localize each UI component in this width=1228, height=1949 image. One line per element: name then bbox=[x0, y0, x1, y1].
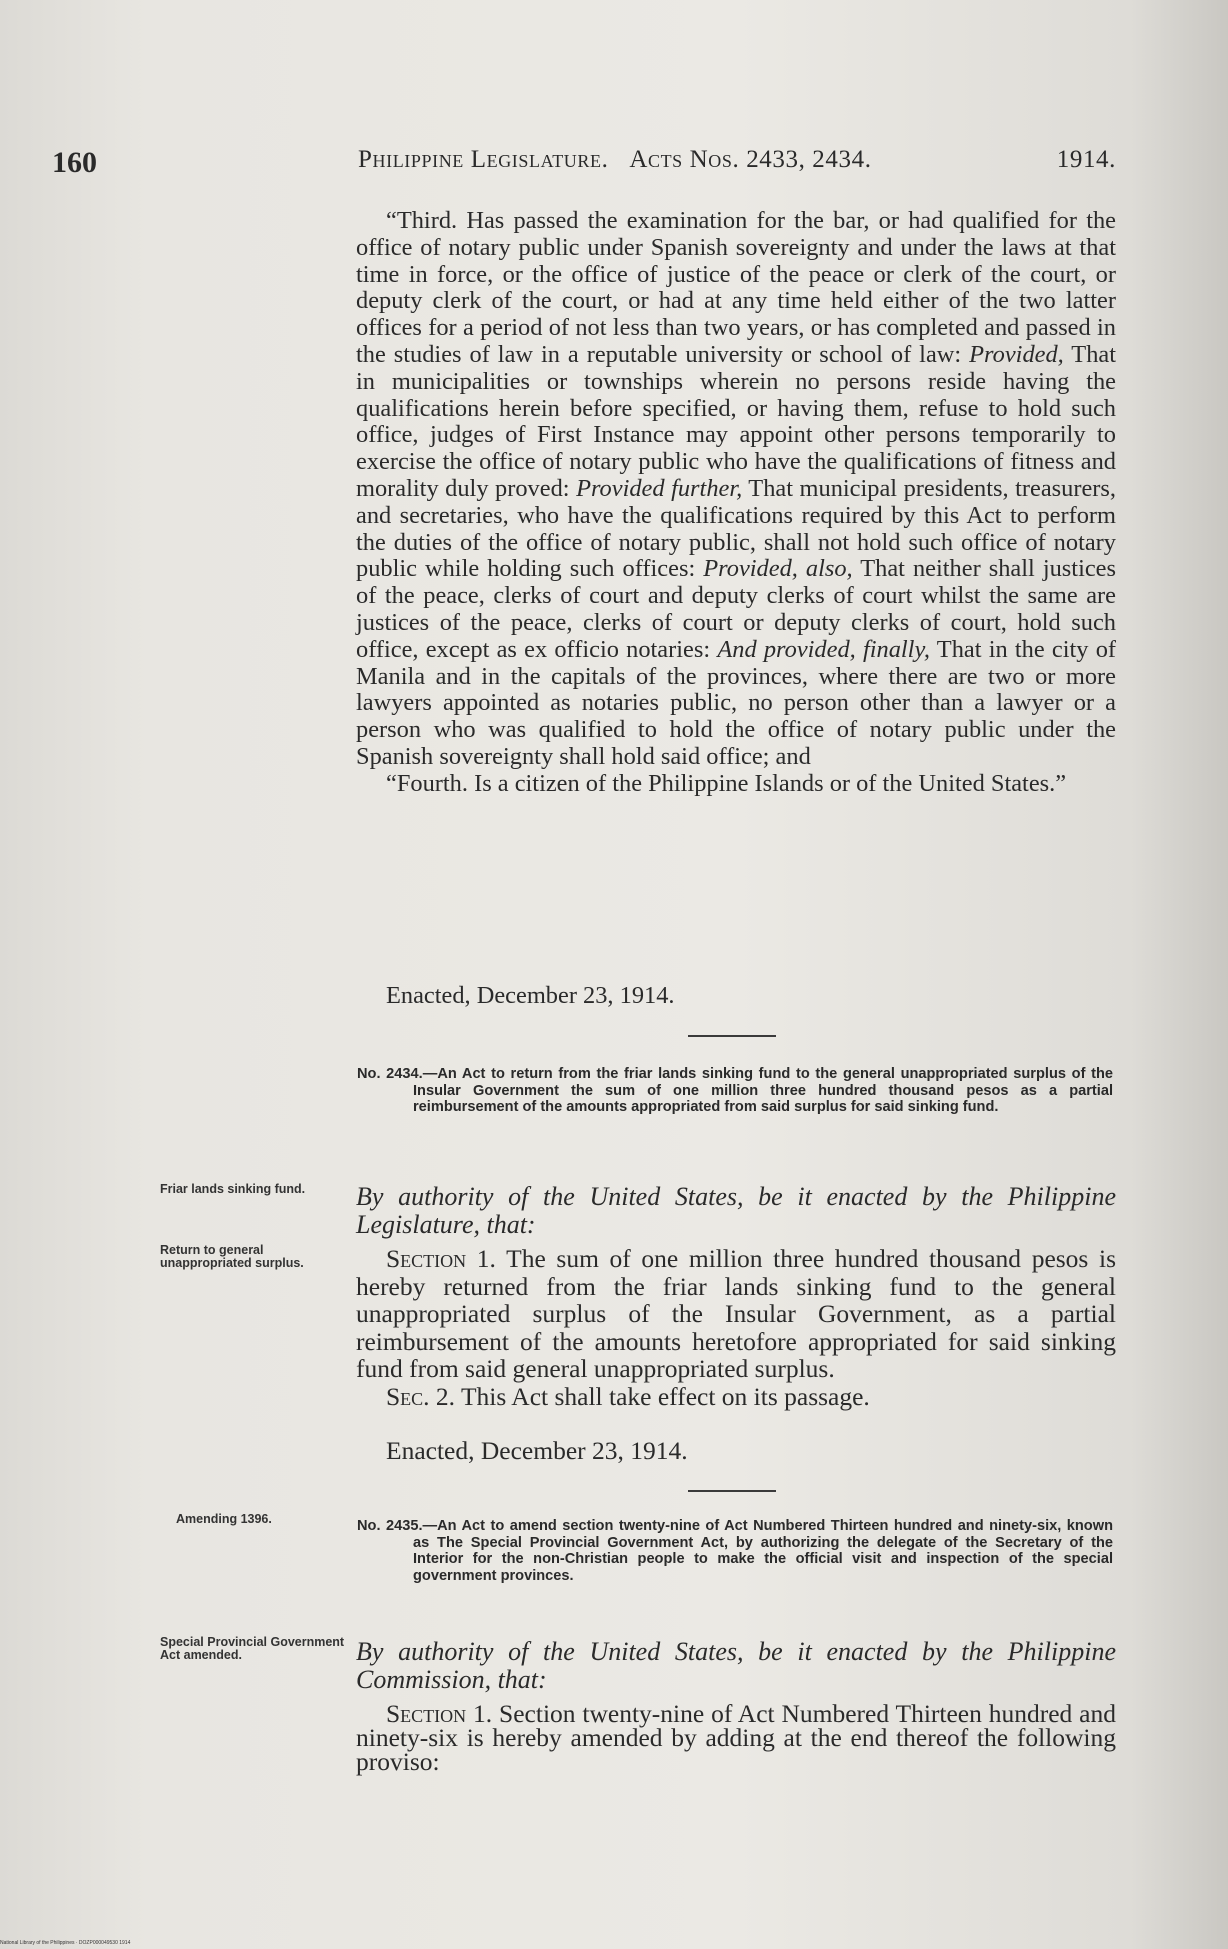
act-2435-authority: By authority of the United States, be it enacted by the Philippine Commission, that: bbox=[356, 1637, 1116, 1694]
act-2434-number: No. 2434. bbox=[357, 1066, 423, 1082]
act-2434-title: —An Act to return from the friar lands sinking fund to the general unappropriated surplus of the Insular Government the sum of one million three hundred thousand pesos as a partial reimbursement of the amounts appropriated from said surplus for said sinking fund. bbox=[413, 1066, 1113, 1115]
fourth-paragraph: “Fourth. Is a citizen of the Philippine Islands or of the United States.” bbox=[386, 769, 1067, 797]
digitization-footer: National Library of the Philippines · DOZP000049530 1914 bbox=[0, 1940, 131, 1946]
section-divider-2 bbox=[688, 1490, 776, 1492]
act-2434-authority: By authority of the United States, be it enacted by the Philippine Legislature, that: bbox=[356, 1182, 1116, 1239]
act-2435-title: —An Act to amend section twenty-nine of Act Numbered Thirteen hundred and ninety-six, known as The Special Provincial Government Act, by authorizing the delegate of the Secretary of the Interior for the non-Christian people to make the official visit and inspection of the special government provinces. bbox=[413, 1518, 1113, 1584]
third-paragraph: “Third. Has passed the examination for the bar, or had qualified for the office of notary public under Spanish sovereignty and under the laws at that time in force, or the office of justice of the peace or clerk of the court, or deputy clerk of the court, or had at any time held either of the two latter offices for a period of not less than two years, or has completed and passed in the studies of law in a reputable university or school of law: Provided, That in municipalities or townships wherein no persons reside having the qualifications herein before specified, or having them, refuse to hold such office, judges of First Instance may appoint other persons temporarily to exercise the office of notary public who have the qualifications of fitness and morality duly proved: Provided further, That municipal presidents, treasurers, and secretaries, who have the qualifications required by this Act to perform the duties of the office of notary public, shall not hold such office of notary public while holding such offices: Provided, also, That neither shall justices of the peace, clerks of court and deputy clerks of court whilst the same are justices of the peace, clerks of court or deputy clerks of court, hold such office, except as ex officio notaries: And provided, finally, That in the city of Manila and in the capitals of the provinces, where there are two or more lawyers appointed as notaries public, no person other than a lawyer or a person who was qualified to hold the office of notary public under the Spanish sovereignty shall hold said office; and “Fourth. Is a citizen of the Philippine Islands or of the United States.” bbox=[356, 207, 1117, 797]
enacted-line-1: Enacted, December 23, 1914. bbox=[386, 982, 675, 1009]
running-head bbox=[358, 146, 1116, 174]
provided-further-italic: Provided further, bbox=[576, 474, 743, 502]
enacted-line-2: Enacted, December 23, 1914. bbox=[386, 1436, 688, 1465]
running-head-legislature: Philippine Legislature. bbox=[358, 146, 609, 173]
margin-note-amending: Amending 1396. bbox=[176, 1512, 272, 1526]
act-2434-section-1: Section 1. The sum of one million three hundred thousand pesos is hereby returned from the friar lands sinking fund to the general unappropriated surplus of the Insular Government, as a partial reimbursement of the amounts heretofore appropriated for said sinking fund from said general unappropriated surplus. Sec. 2. This Act shall take effect on its passage. bbox=[356, 1244, 1116, 1411]
margin-note-special-provincial: Special Provincial Government Act amended. bbox=[160, 1635, 345, 1662]
provided-also-italic: Provided, also, bbox=[703, 555, 853, 583]
running-head-acts: Acts Nos. 2433, 2434. bbox=[629, 146, 872, 173]
section-2-label: Sec. 2. bbox=[386, 1381, 456, 1411]
page-number: 160 bbox=[52, 146, 97, 179]
act-2435-section-1-label: Section 1. bbox=[386, 1699, 493, 1728]
section-divider-1 bbox=[688, 1035, 776, 1037]
margin-note-return-surplus: Return to general unappropriated surplus. bbox=[160, 1243, 304, 1270]
provided-finally-italic: And provided, finally, bbox=[717, 635, 931, 663]
act-2435-heading bbox=[357, 1518, 1113, 1584]
act-2434-section-2: Sec. 2. This Act shall take effect on its passage. bbox=[386, 1381, 870, 1411]
section-1-label: Section 1. bbox=[386, 1244, 496, 1273]
act-2435-number: No. 2435. bbox=[357, 1518, 423, 1534]
act-2435-section-1: Section 1. Section twenty-nine of Act Numbered Thirteen hundred and ninety-six is hereby amended by adding at the end thereof the following proviso: bbox=[356, 1699, 1117, 1776]
provided-italic: Provided, bbox=[969, 340, 1064, 368]
running-head-year: 1914. bbox=[1056, 146, 1116, 173]
margin-note-friar-lands: Friar lands sinking fund. bbox=[160, 1182, 306, 1196]
act-2434-heading bbox=[357, 1066, 1113, 1116]
